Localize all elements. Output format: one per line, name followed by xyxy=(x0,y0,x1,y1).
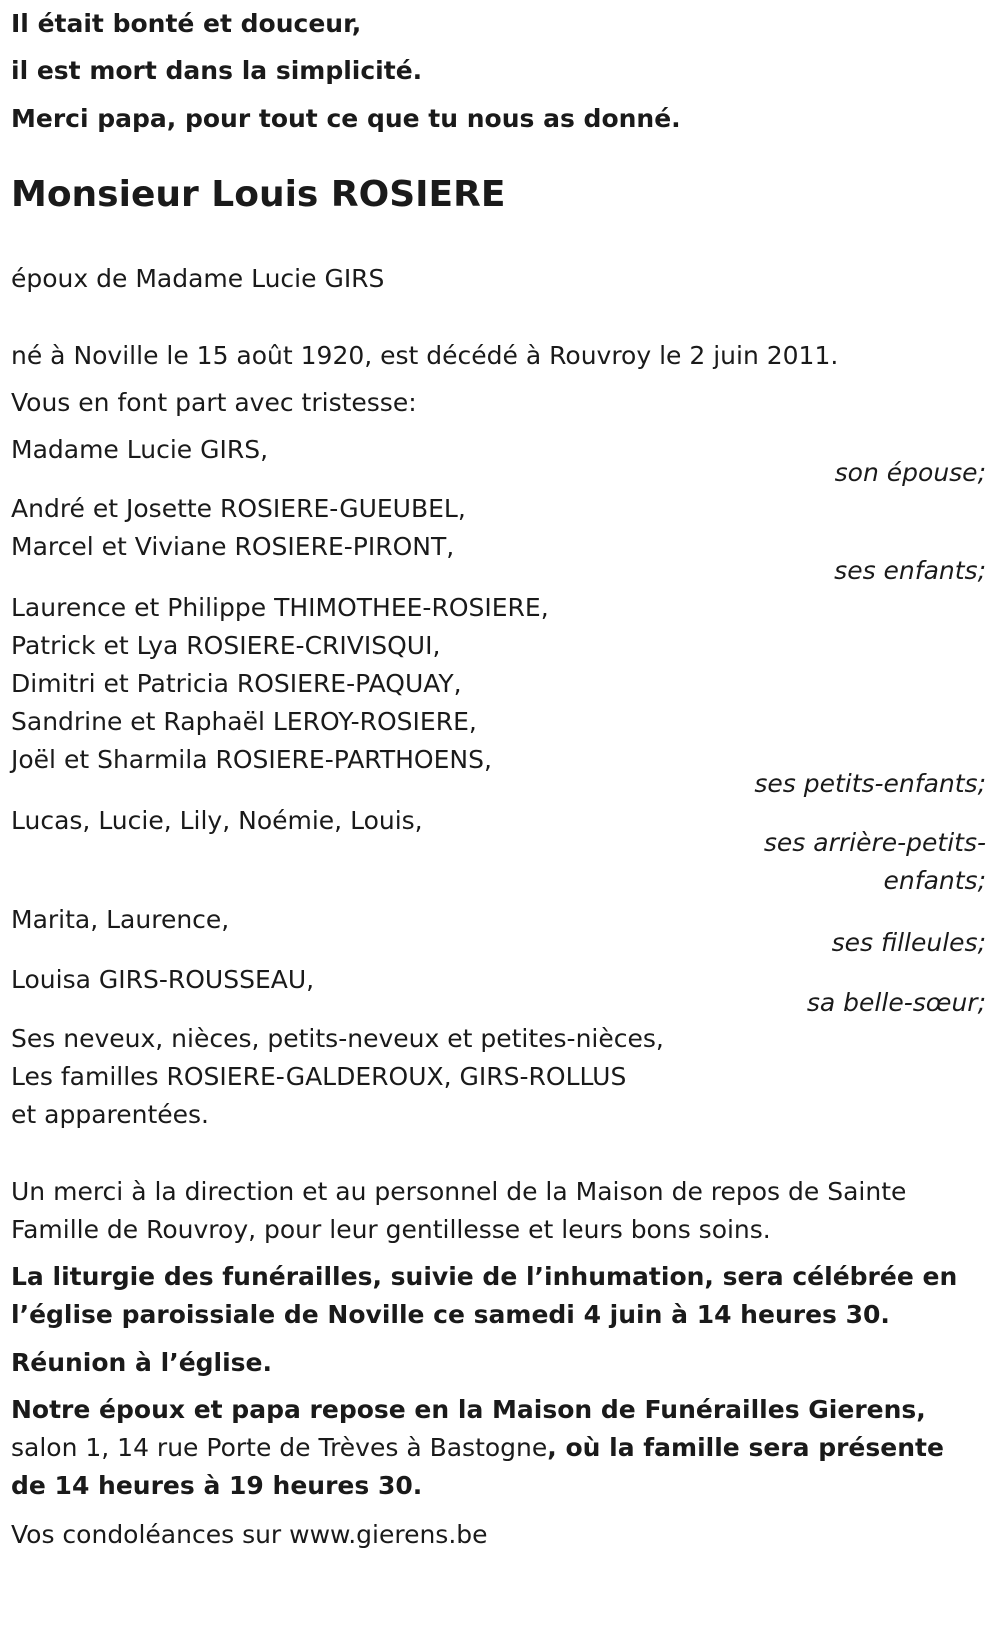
family-names-spouse: Madame Lucie GIRS, xyxy=(11,435,269,464)
meeting-line: Réunion à l’église. xyxy=(11,1348,273,1377)
intro-line: Vous en font part avec tristesse: xyxy=(11,388,417,417)
family-relation-grandchildren: ses petits-enfants; xyxy=(754,769,986,798)
family-names-goddaughters: Marita, Laurence, xyxy=(11,905,230,934)
family-names-great-grandchildren: Lucas, Lucie, Lily, Noémie, Louis, xyxy=(11,806,423,835)
family-names-grandchildren: Laurence et Philippe THIMOTHEE-ROSIERE, Patrick et Lya ROSIERE-CRIVISQUI, Dimitri et Patricia ROSIERE-PAQUAY, Sandrine et Raphaël LEROY-ROSIERE, Joël et Sharmila ROSIERE-PARTHOENS, xyxy=(11,593,549,774)
birth-death-line: né à Noville le 15 août 1920, est décédé à Rouvroy le 2 juin 2011. xyxy=(11,341,839,370)
family-relation-goddaughters: ses filleules; xyxy=(831,928,986,957)
repose-paragraph xyxy=(11,1391,986,1505)
family-relation-sister-in-law: sa belle-sœur; xyxy=(806,988,986,1017)
extended-family: Ses neveux, nièces, petits-neveux et petites-nièces, Les familles ROSIERE-GALDEROUX, GIRS-ROLLUS et apparentées. xyxy=(11,1024,664,1129)
condolences-line: Vos condoléances sur www.gierens.be xyxy=(11,1520,488,1549)
spouse-line: époux de Madame Lucie GIRS xyxy=(11,264,385,293)
verse-line-2: il est mort dans la simplicité. xyxy=(11,56,423,85)
liturgy-paragraph: La liturgie des funérailles, suivie de l’inhumation, sera célébrée en l’église paroissiale de Noville ce samedi 4 juin à 14 heures 30. xyxy=(11,1262,958,1329)
repose-bold-2: , où la famille sera présente de 14 heures à 19 heures 30. xyxy=(11,1433,944,1500)
family-names-sister-in-law: Louisa GIRS-ROUSSEAU, xyxy=(11,965,315,994)
repose-bold-1: Notre époux et papa repose en la Maison de Funérailles Gierens, xyxy=(11,1395,926,1424)
thanks-paragraph: Un merci à la direction et au personnel de la Maison de repos de Sainte Famille de Rouvroy, pour leur gentillesse et leurs bons soins. xyxy=(11,1177,907,1244)
verse-line-1: Il était bonté et douceur, xyxy=(11,9,362,38)
repose-address: salon 1, 14 rue Porte de Trèves à Bastogne xyxy=(11,1433,548,1462)
family-relation-great-grandchildren: ses arrière-petits- enfants; xyxy=(763,828,986,895)
deceased-name: Monsieur Louis ROSIERE xyxy=(11,174,506,215)
family-names-children: André et Josette ROSIERE-GUEUBEL, Marcel et Viviane ROSIERE-PIRONT, xyxy=(11,494,466,561)
family-relation-children: ses enfants; xyxy=(834,556,986,585)
verse-line-3: Merci papa, pour tout ce que tu nous as donné. xyxy=(11,104,681,133)
family-relation-spouse: son épouse; xyxy=(834,458,986,487)
